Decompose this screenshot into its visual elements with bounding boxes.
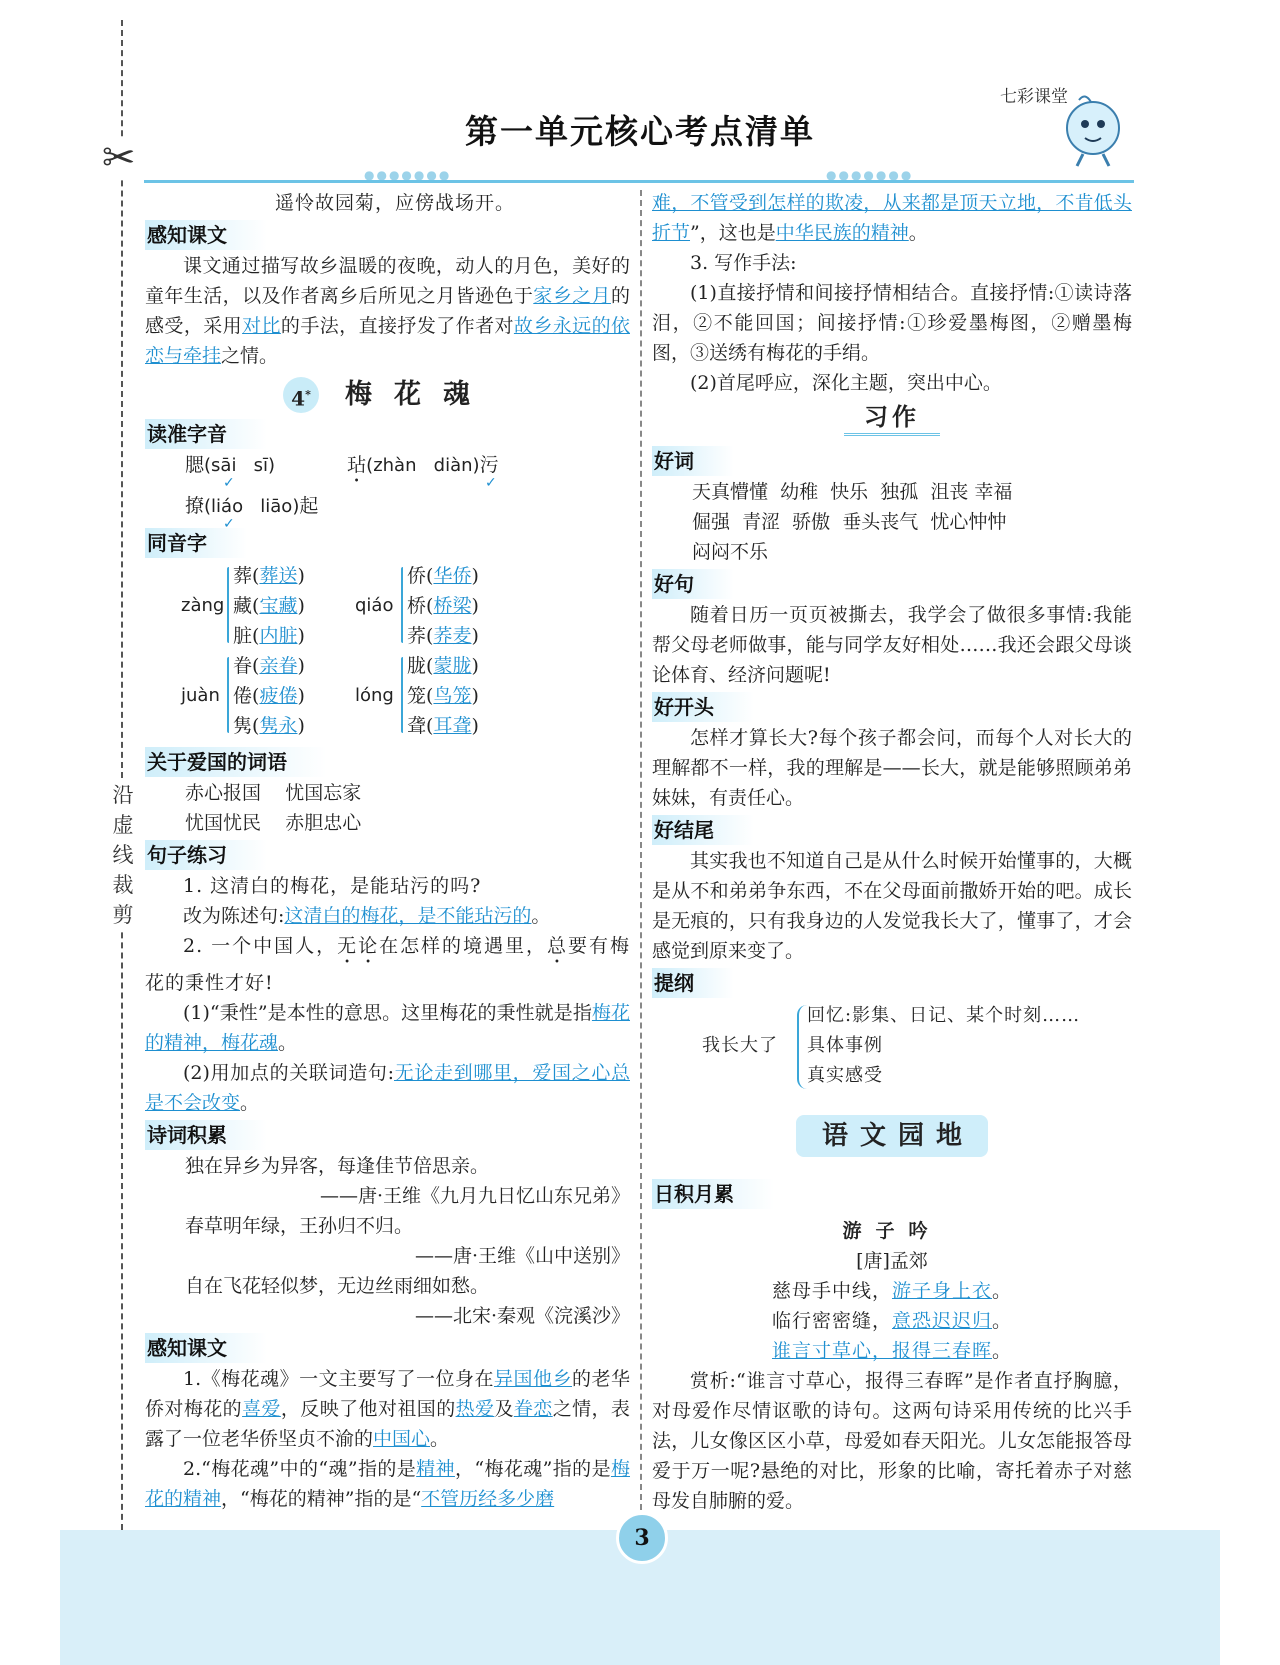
poem-line: 慈母手中线，游子身上衣。: [771, 1280, 1013, 1302]
kaitou-text: 怎样才算长大?每个孩子都会问，而每个人对长大的理解都不一样，我的理解是——长大，就是能够照顾弟弟妹妹，有责任心。: [652, 727, 1132, 809]
poem-line: 谁言寸草心，报得三春晖。: [771, 1340, 1013, 1362]
poem-author: [唐]孟郊: [856, 1250, 928, 1272]
poem-line: 春草明年绿，王孙归不归。: [185, 1215, 414, 1237]
juzi-q1: 1. 这清白的梅花，是能玷污的吗?: [183, 875, 482, 897]
section-ganzhi-2: 感知课文: [145, 1333, 267, 1363]
page-header: [130, 70, 1130, 180]
poem-line: 临行密密缝，意恐迟迟归。: [771, 1310, 1013, 1332]
header-divider: [144, 180, 1134, 183]
answer: 对比: [242, 315, 281, 337]
page-title: 第一单元核心考点清单: [465, 112, 815, 151]
xiefa-title: 3. 写作手法:: [690, 252, 797, 274]
right-column: [652, 188, 1132, 1516]
cut-instruction: 沿虚线裁剪: [112, 780, 134, 930]
outline-item: 具体事例: [807, 1035, 883, 1056]
ganzhi-1-text: 课文通过描写故乡温暖的夜晚，动人的月色，美好的童年生活，以及作者离乡后所见之月皆逊色于家乡之月的感受，采用对比的手法，直接抒发了作者对故乡永远的依恋与牵挂之情。: [145, 255, 630, 367]
decor-dots-left: ●●●●●●●: [364, 168, 452, 182]
outline-item: 回忆:影集、日记、某个时刻……: [807, 1005, 1081, 1026]
lesson-heading: [145, 377, 630, 413]
section-jiewei: 好结尾: [652, 815, 754, 845]
section-haoci: 好词: [652, 446, 734, 476]
continued-answer: 难，不管受到怎样的欺凌，从来都是顶天立地，不肯低头折节”，这也是中华民族的精神。: [652, 192, 1132, 244]
jiewei-text: 其实我也不知道自己是从什么时候开始懂事的，大概是从不和弟弟争东西，不在父母面前撒娇开始的吧。成长是无痕的，只有我身边的人发觉我长大了，懂事了，才会感觉到原来变了。: [652, 850, 1132, 962]
section-shici: 诗词积累: [145, 1120, 267, 1150]
answer: 故乡永远的依恋与牵挂: [145, 315, 630, 367]
top-poem-line: 遥怜故园菊，应傍战场开。: [275, 192, 516, 214]
outline-root: 我长大了: [702, 1035, 778, 1056]
aiguo-words-row-2: 忧国忧民 赤胆忠心: [185, 812, 362, 834]
scissors-icon: ✂: [102, 135, 136, 181]
poem-source: ——北宋·秦观《浣溪沙》: [414, 1305, 630, 1327]
aiguo-words-row-1: 赤心报国 忧国忘家: [185, 782, 362, 804]
poem-source: ——唐·王维《九月九日忆山东兄弟》: [319, 1185, 630, 1207]
poem-line: 独在异乡为异客，每逢佳节倍思亲。: [185, 1155, 490, 1177]
left-column: [145, 188, 630, 1514]
title-block: [364, 106, 914, 182]
section-juzi: 句子练习: [145, 840, 267, 870]
pinyin-row-1: 腮(sāi sī) 玷(zhàn diàn)污 ✓ ✓: [145, 450, 630, 487]
lesson-title: 梅花魂: [345, 379, 492, 410]
section-rijiyuelei: 日积月累: [652, 1179, 774, 1209]
ganzhi-2-item-1: 1.《梅花魂》一文主要写了一位身在异国他乡的老华侨对梅花的喜爱，反映了他对祖国的热爱及眷恋之情，表露了一位老华侨坚贞不渝的中国心。: [145, 1368, 630, 1450]
section-ganzhi-1: 感知课文: [145, 220, 267, 250]
section-haoju: 好句: [652, 569, 734, 599]
section-kaitou: 好开头: [652, 692, 754, 722]
pinyin-row-2: 撩(liáo liāo)起 ✓: [145, 491, 630, 522]
juzi-q2-2: (2)用加点的关联词造句:无论走到哪里，爱国之心总是不会改变。: [145, 1062, 630, 1114]
xiefa-2: (2)首尾呼应，深化主题，突出中心。: [690, 372, 1002, 394]
haoci-row-1: 天真懵懂 幼稚 快乐 独孤 沮丧 幸福: [692, 481, 1013, 503]
check-mark-icon: ✓: [485, 475, 497, 491]
section-pinyin: 读准字音: [145, 419, 267, 449]
haoci-row-3: 闷闷不乐: [692, 541, 769, 563]
brand-label: 七彩课堂: [1000, 87, 1068, 107]
section-aiguo: 关于爱国的词语: [145, 747, 327, 777]
poem-line: 自在飞花轻似梦，无边丝雨细如愁。: [185, 1275, 490, 1297]
section-tigang: 提纲: [652, 968, 734, 998]
shangxi-text: 赏析:“谁言寸草心，报得三春晖”是作者直抒胸臆，对母爱作尽情讴歌的诗句。这两句诗采用传统的比兴手法，儿女像区区小草，母爱如春天阳光。儿女怎能报答母爱于万一呢?悬绝的对比，形象的比喻，寄托着赤子对慈母发自肺腑的爱。: [652, 1370, 1132, 1512]
xiefa-1: (1)直接抒情和间接抒情相结合。直接抒情:①读诗落泪，②不能回国；间接抒情:①珍爱墨梅图，②赠墨梅图，③送绣有梅花的手绢。: [652, 282, 1132, 364]
ganzhi-2-item-2: 2.“梅花魂”中的“魂”指的是精神，“梅花魂”指的是梅花的精神，“梅花的精神”指的是“不管历经多少磨: [145, 1458, 630, 1510]
outline-item: 真实感受: [807, 1065, 883, 1086]
column-divider: [640, 190, 642, 1510]
answer: 家乡之月: [533, 285, 611, 307]
section-tongyin: 同音字: [145, 528, 247, 558]
check-mark-icon: ✓: [223, 475, 235, 491]
lesson-number: 4*: [283, 377, 319, 413]
homophone-groups: zàng 葬(葬送) 藏(宝藏) 脏(内脏) qiáo 侨(华侨) 桥(桥梁) 荞(荞麦) juàn 眷(亲眷) 倦(疲倦) 隽(隽永) lóng 胧(蒙胧) 笼(鸟笼) 聋(耳聋): [181, 565, 479, 737]
poem-title: 游子吟: [842, 1220, 942, 1242]
juzi-q2: 2. 一个中国人，无论在怎样的境遇里，总要有梅花的秉性才好!: [145, 935, 630, 994]
haoju-text: 随着日历一页页被撕去，我学会了做很多事情:我能帮父母老师做事，能与同学友好相处……我还会跟父母谈论体育、经济问题呢!: [652, 604, 1132, 686]
page-number: 3: [616, 1512, 668, 1564]
outline-diagram: [652, 999, 1132, 1095]
mascot-icon: [1055, 90, 1127, 170]
check-mark-icon: ✓: [223, 516, 235, 532]
haoci-row-2: 倔强 青涩 骄傲 垂头丧气 忧心忡忡: [692, 511, 1007, 533]
xizuo-heading: 习作: [652, 402, 1132, 434]
juzi-q1-answer: 改为陈述句:这清白的梅花，是不能玷污的。: [183, 905, 551, 927]
yuwen-yuandi-heading: 语文园地: [652, 1115, 1132, 1157]
poem-source: ——唐·王维《山中送别》: [414, 1245, 630, 1267]
decor-dots-right: ●●●●●●●: [826, 168, 914, 182]
juzi-q2-1: (1)“秉性”是本性的意思。这里梅花的秉性就是指梅花的精神，梅花魂。: [145, 1002, 630, 1054]
